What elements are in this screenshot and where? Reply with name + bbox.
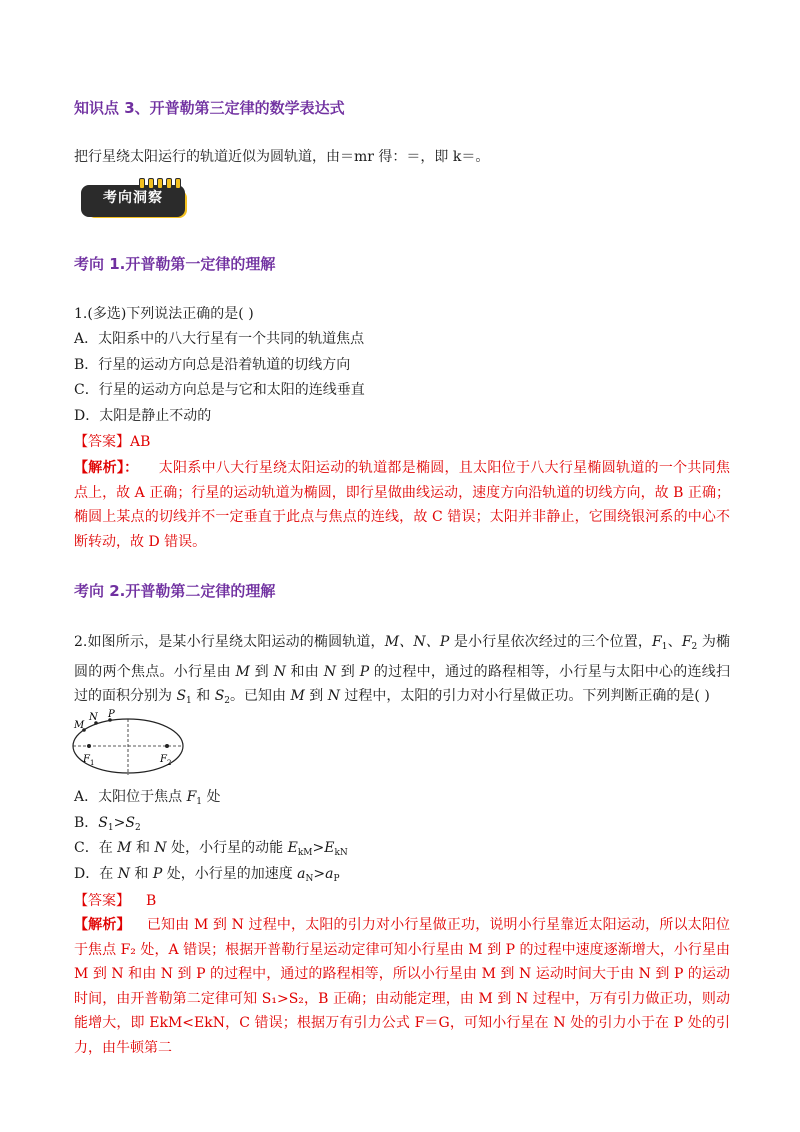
analysis-tag: 【解析】： [74,460,139,476]
section3-text: 把行星绕太阳运行的轨道近似为圆轨道，由＝mr 得：＝，即 k＝。 [74,149,490,165]
topic1-title: 考向 1.开普勒第一定律的理解 [74,255,276,273]
topic1-question: 1.(多选)下列说法正确的是( ) [74,306,254,322]
focus-f2-point [165,744,169,748]
topic1-answer [74,432,150,452]
answer-value: B [146,893,157,909]
label-n: N [89,712,98,723]
topic2-question: 2.如图所示，是某小行星绕太阳运动的椭圆轨道，M、N、P 是小行星依次经过的三个位置，$F_1$、$F_2$ 为椭圆的两个焦点。小行星由 M 到 N 和由 N 到 P 的过程中，通过的路程相等，小行星与太阳中心的连线扫过的面积分别为 $S_1$ 和 $S_2$。已知由 M 到 N 过程中，太阳的引力对小行星做正功。下列判断正确的是( ) [74,634,731,706]
topic1-analysis [74,456,730,554]
analysis-text: 已知由 M 到 N 过程中，太阳的引力对小行星做正功，说明小行星靠近太阳运动，所以太阳位于焦点 F₂ 处，A 错误；根据开普勒行星运动定律可知小行星由 M 到 P 的过程中速度逐渐增大，小行星由 M 到 N 和由 N 到 P 的过程中，通过的路程相等，所以小行星由 M 到 N 运动时间大于由 N 到 P 的运动时间，由开普勒第二定律可知 S₁>S₂，B 正确；由动能定理，由 M 到 N 过程中，万有引力做正功，则动能增大，即 EkM<EkN，C 错误；根据万有引力公式 F＝G，可知小行星在 N 处的引力小于在 P 处的引力，由牛顿第二 [74,917,731,1056]
topic1-option-b: B．行星的运动方向总是沿着轨道的切线方向 [74,357,351,373]
label-f1: F [83,754,90,765]
analysis-text: 太阳系中八大行星绕太阳运动的轨道都是椭圆，且太阳位于八大行星椭圆轨道的一个共同焦点上，故 A 正确；行星的运动轨道为椭圆，即行星做曲线运动，速度方向沿轨道的切线方向，故 B 正确；椭圆上某点的切线并不一定垂直于此点与焦点的连线，故 C 错误；太阳并非静止，它围绕银河系的中心不断转动，故 D 错误。 [74,460,731,550]
topic2-analysis [74,913,730,1060]
label-f1-sub: 1 [90,759,95,767]
elliptical-orbit-figure [70,708,186,780]
label-f2-sub: 2 [167,759,172,767]
badge-label: 考向洞察 [103,190,163,206]
topic1-option-d: D．太阳是静止不动的 [74,408,212,424]
label-p: P [108,709,115,720]
topic2-option-c: C．在 M 和 N 处，小行星的动能 $E_{kM}>E_{kN}$ [74,840,348,858]
topic2-option-d: D．在 N 和 P 处，小行星的加速度 $a_N>a_P$ [74,866,340,884]
topic2-title: 考向 2.开普勒第二定律的理解 [74,582,276,600]
topic1-option-a: A．太阳系中的八大行星有一个共同的轨道焦点 [74,331,365,347]
answer-tag: 【答案】 [74,893,130,909]
section3-title: 知识点 3、开普勒第三定律的数学表达式 [74,99,345,117]
topic1-option-c: C．行星的运动方向总是与它和太阳的连线垂直 [74,382,365,398]
topic2-answer [74,891,156,911]
focus-f1-point [87,744,91,748]
label-f2: F [160,754,167,765]
topic2-option-a: A．太阳位于焦点 $F_1$ 处 [74,789,221,807]
label-m: M [74,720,85,731]
topic2-option-b: B．$S_1>S_2$ [74,815,141,833]
analysis-tag: 【解析】 [74,917,131,933]
answer-value: AB [130,434,151,450]
topic-insight-badge [77,178,189,218]
answer-tag: 【答案】 [74,434,130,450]
